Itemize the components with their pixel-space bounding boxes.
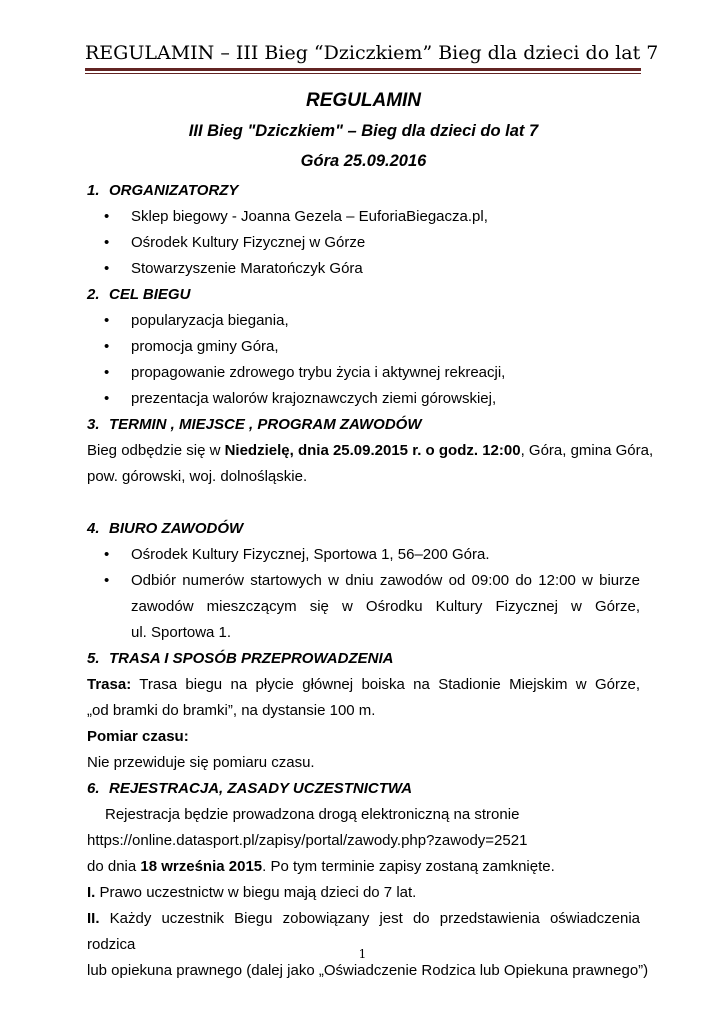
list-item: • Ośrodek Kultury Fizycznej, Sportowa 1, 56–200 Góra. xyxy=(87,542,640,568)
paragraph-line: „od bramki do bramki”, na dystansie 100 m. xyxy=(87,702,376,719)
list-item-continuation: ul. Sportowa 1. xyxy=(131,624,232,641)
bullet-icon: • xyxy=(104,208,110,225)
section-number: 2. xyxy=(87,286,100,303)
rule-number: I. xyxy=(87,884,96,901)
section-title: BIURO ZAWODÓW xyxy=(109,520,244,537)
section-heading-biuro xyxy=(87,516,640,542)
registration-url: https://online.datasport.pl/zapisy/portal/zawody.php?zawody=2521 xyxy=(87,832,528,849)
bullet-icon: • xyxy=(104,364,110,381)
paragraph-line: lub opiekuna prawnego (dalej jako „Oświadczenie Rodzica lub Opiekuna prawnego”) xyxy=(87,962,649,979)
bullet-icon: • xyxy=(104,338,110,355)
section-title: ORGANIZATORZY xyxy=(109,182,239,199)
page-number: 1 xyxy=(358,947,367,961)
list-item: • prezentacja walorów krajoznawczych ziemi górowskiej, xyxy=(87,386,640,412)
section-title: TERMIN , MIEJSCE , PROGRAM ZAWODÓW xyxy=(109,416,422,433)
section-title: CEL BIEGU xyxy=(109,286,191,303)
list-item: • Sklep biegowy - Joanna Gezela – EuforiaBiegacza.pl, xyxy=(87,204,640,230)
list-item: • promocja gminy Góra, xyxy=(87,334,640,360)
paragraph-line xyxy=(87,724,640,750)
bullet-icon: • xyxy=(104,572,110,589)
paragraph-line: pow. górowski, woj. dolnośląskie. xyxy=(87,468,308,485)
list-item: • Odbiór numerów startowych w dniu zawodów od 09:00 do 12:00 w biurze xyxy=(87,568,640,594)
bullet-icon: • xyxy=(104,234,110,251)
section-number: 3. xyxy=(87,416,100,433)
section-number: 1. xyxy=(87,182,100,199)
header-rule-thick xyxy=(85,68,641,71)
rule-number: II. xyxy=(87,910,100,927)
section-number: 5. xyxy=(87,650,100,667)
bullet-icon: • xyxy=(104,390,110,407)
event-datetime: Niedzielę, dnia 25.09.2015 r. o godz. 12:00 xyxy=(224,442,521,459)
paragraph-line: Rejestracja będzie prowadzona drogą elektroniczną na stronie xyxy=(105,806,520,823)
paragraph-line: I. Prawo uczestnictw w biegu mają dzieci do 7 lat. xyxy=(87,884,417,901)
list-item: • popularyzacja biegania, xyxy=(87,308,640,334)
paragraph-line: II. Każdy uczestnik Biegu zobowiązany jest do przedstawienia oświadczenia rodzica xyxy=(87,910,640,953)
registration-deadline: 18 września 2015 xyxy=(140,858,263,875)
paragraph-line: Bieg odbędzie się w Niedzielę, dnia 25.09.2015 r. o godz. 12:00, Góra, gmina Góra, xyxy=(87,442,654,459)
header-rule-thin xyxy=(85,73,641,74)
paragraph-line: Nie przewiduje się pomiaru czasu. xyxy=(87,754,315,771)
blank-line xyxy=(87,490,640,516)
section-heading-termin xyxy=(87,412,640,438)
document-subtitle: III Bieg "Dziczkiem" – Bieg dla dzieci do lat 7 xyxy=(188,122,539,140)
paragraph-line: Trasa: Trasa biegu na płycie głównej boiska na Stadionie Miejskim w Górze, xyxy=(87,676,640,693)
section-heading-organizatorzy xyxy=(87,178,640,204)
bullet-icon: • xyxy=(104,312,110,329)
section-title: REJESTRACJA, ZASADY UCZESTNICTWA xyxy=(109,780,413,797)
document-body xyxy=(87,86,654,984)
bullet-icon: • xyxy=(104,546,110,563)
list-item-continuation: zawodów mieszczącym się w Ośrodku Kultury Fizycznej w Górze, xyxy=(131,598,640,615)
section-heading-trasa xyxy=(87,646,640,672)
section-heading-rejestracja xyxy=(87,776,640,802)
section-number: 4. xyxy=(87,520,100,537)
list-item: • propagowanie zdrowego trybu życia i aktywnej rekreacji, xyxy=(87,360,640,386)
paragraph-line: do dnia 18 września 2015. Po tym terminie zapisy zostaną zamknięte. xyxy=(87,858,555,875)
document-title: REGULAMIN xyxy=(305,90,422,111)
document-date-place: Góra 25.09.2016 xyxy=(300,152,427,170)
section-title: TRASA I SPOSÓB PRZEPROWADZENIA xyxy=(109,650,394,667)
section-heading-cel-biegu xyxy=(87,282,640,308)
section-number: 6. xyxy=(87,780,100,797)
list-item: • Ośrodek Kultury Fizycznej w Górze xyxy=(87,230,640,256)
trasa-label: Trasa: xyxy=(87,676,132,693)
list-item: • Stowarzyszenie Maratończyk Góra xyxy=(87,256,640,282)
bullet-icon: • xyxy=(104,260,110,277)
running-header: REGULAMIN – III Bieg “Dziczkiem” Bieg dla dzieci do lat 7 xyxy=(85,42,659,64)
pomiar-label: Pomiar czasu: xyxy=(87,728,189,745)
